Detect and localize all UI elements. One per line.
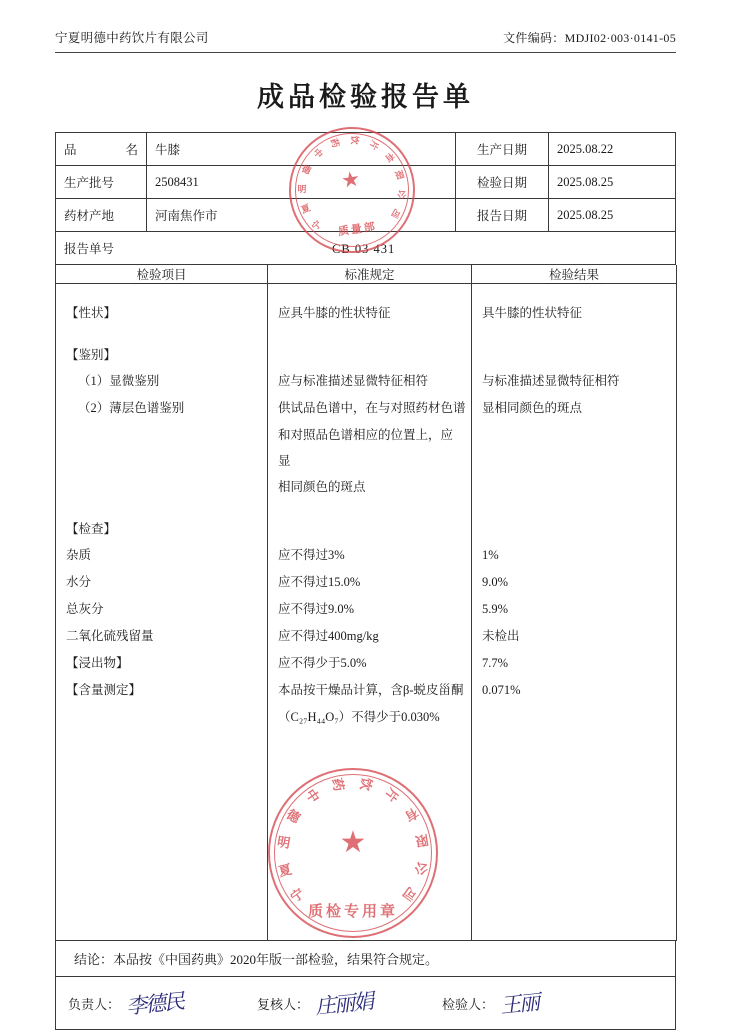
table-row — [56, 342, 677, 368]
stamp-arc-text-top: 宁 夏 明 德 中 药 饮 片 有 限 公 司 — [297, 135, 407, 233]
item-result: 9.0% — [472, 569, 677, 596]
item-name: 总灰分 — [56, 596, 268, 623]
item-result: 具牛膝的性状特征 — [472, 300, 677, 326]
product-name-value: 牛膝 — [147, 133, 456, 166]
origin-label: 药材产地 — [56, 199, 147, 232]
signature-reviewer — [257, 988, 372, 1018]
item-name: （1）显微鉴别 — [56, 368, 268, 395]
item-standard: 相同颜色的斑点 — [268, 474, 472, 500]
stamp-bottom-text: 质量部 — [337, 220, 378, 239]
item-result: 显相同颜色的斑点 — [472, 395, 677, 422]
table-row — [56, 704, 677, 730]
item-result — [472, 422, 677, 474]
item-result: 与标准描述显微特征相符 — [472, 368, 677, 395]
item-name — [56, 422, 268, 474]
signature-label: 负责人： — [68, 996, 121, 1012]
table-row — [56, 623, 677, 650]
report-no-label: 报告单号 — [64, 242, 115, 256]
report-date-value: 2025.08.25 — [549, 199, 676, 232]
table-row — [56, 650, 677, 677]
header-divider — [55, 52, 676, 53]
table-row — [56, 368, 677, 395]
stamp-bottom-text: 质检专用章 — [307, 904, 398, 920]
production-date-value: 2025.08.22 — [549, 133, 676, 166]
signature-row — [55, 977, 676, 1030]
table-row — [56, 677, 677, 704]
spacer-row — [56, 730, 677, 941]
signature-mark: 李德民 — [125, 989, 185, 1019]
item-name: 【含量测定】 — [56, 677, 268, 704]
origin-value: 河南焦作市 — [147, 199, 456, 232]
page-title: 成品检验报告单 — [257, 82, 474, 112]
report-date-label: 报告日期 — [456, 199, 549, 232]
report-no-value: CB 03 431 — [332, 242, 396, 256]
table-row — [56, 232, 676, 265]
batch-value: 2508431 — [147, 166, 456, 199]
item-name: 水分 — [56, 569, 268, 596]
conclusion-row — [55, 941, 676, 977]
signature-mark: 王丽 — [499, 990, 540, 1018]
col-header-item: 检验项目 — [56, 265, 268, 284]
item-standard: 和对照品色谱相应的位置上，应显 — [268, 422, 472, 474]
signature-label: 检验人： — [442, 996, 495, 1012]
table-row — [56, 596, 677, 623]
signature-inspector — [442, 988, 538, 1018]
table-row — [56, 133, 676, 166]
table-row — [56, 569, 677, 596]
item-name — [56, 704, 268, 730]
item-standard: 供试品色谱中，在与对照药材色谱 — [268, 395, 472, 422]
results-table — [55, 265, 677, 941]
item-result — [472, 342, 677, 368]
item-standard: 本品按干燥品计算，含β-蜕皮甾酮 — [268, 677, 472, 704]
col-header-standard: 标准规定 — [268, 265, 472, 284]
item-standard: 应不得过9.0% — [268, 596, 472, 623]
item-standard: （C₂₇H₄₄O₇）不得少于0.030% — [268, 704, 472, 730]
item-standard: 应与标准描述显微特征相符 — [268, 368, 472, 395]
stamp-arc-text-main: 宁 夏 明 德 中 药 饮 片 有 限 公 司 — [276, 776, 430, 906]
conclusion-text: 本品按《中国药典》2020年版一部检验，结果符合规定。 — [113, 952, 439, 967]
item-result — [472, 516, 677, 542]
item-standard: 应不得过400mg/kg — [268, 623, 472, 650]
star-icon: ★ — [339, 166, 362, 194]
report-no-cell — [56, 232, 676, 265]
item-standard: 应不得过3% — [268, 542, 472, 569]
document-code-label: 文件编码： — [503, 31, 565, 45]
signature-mark: 庄丽娟 — [314, 989, 374, 1019]
item-standard: 应不得少于5.0% — [268, 650, 472, 677]
document-header — [55, 28, 676, 52]
item-standard: 应不得过15.0% — [268, 569, 472, 596]
item-standard — [268, 516, 472, 542]
item-name — [56, 474, 268, 500]
table-row — [56, 516, 677, 542]
item-name: 【鉴别】 — [56, 342, 268, 368]
document-code — [503, 29, 676, 46]
production-date-label: 生产日期 — [456, 133, 549, 166]
item-name: 【浸出物】 — [56, 650, 268, 677]
batch-label: 生产批号 — [56, 166, 147, 199]
spacer-row — [56, 500, 677, 516]
conclusion-label: 结论： — [74, 952, 114, 967]
item-result — [472, 704, 677, 730]
item-result: 1% — [472, 542, 677, 569]
table-row — [56, 422, 677, 474]
table-row — [56, 395, 677, 422]
info-table — [55, 132, 676, 265]
item-name: 杂质 — [56, 542, 268, 569]
item-result: 5.9% — [472, 596, 677, 623]
signature-responsible — [68, 988, 183, 1018]
item-result: 0.071% — [472, 677, 677, 704]
item-name: 二氧化硫残留量 — [56, 623, 268, 650]
spacer-row — [56, 326, 677, 342]
item-name: （2）薄层色谱鉴别 — [56, 395, 268, 422]
item-result — [472, 474, 677, 500]
company-name: 宁夏明德中药饮片有限公司 — [55, 31, 209, 45]
signature-label: 复核人： — [257, 996, 310, 1012]
inspect-date-value: 2025.08.25 — [549, 166, 676, 199]
item-result: 7.7% — [472, 650, 677, 677]
inspect-date-label: 检验日期 — [456, 166, 549, 199]
item-name: 【检查】 — [56, 516, 268, 542]
table-row — [56, 166, 676, 199]
product-name-label: 品 名 — [56, 133, 147, 166]
table-row — [56, 474, 677, 500]
item-result: 未检出 — [472, 623, 677, 650]
table-row — [56, 300, 677, 326]
item-name: 【性状】 — [56, 300, 268, 326]
document-code-value: MDJI02·003·0141-05 — [564, 31, 676, 45]
results-header-row — [56, 265, 677, 284]
item-standard — [268, 342, 472, 368]
col-header-result: 检验结果 — [472, 265, 677, 284]
table-row — [56, 542, 677, 569]
item-standard: 应具牛膝的性状特征 — [268, 300, 472, 326]
star-icon: ★ — [339, 826, 367, 860]
table-row — [56, 199, 676, 232]
spacer-row — [56, 284, 677, 301]
